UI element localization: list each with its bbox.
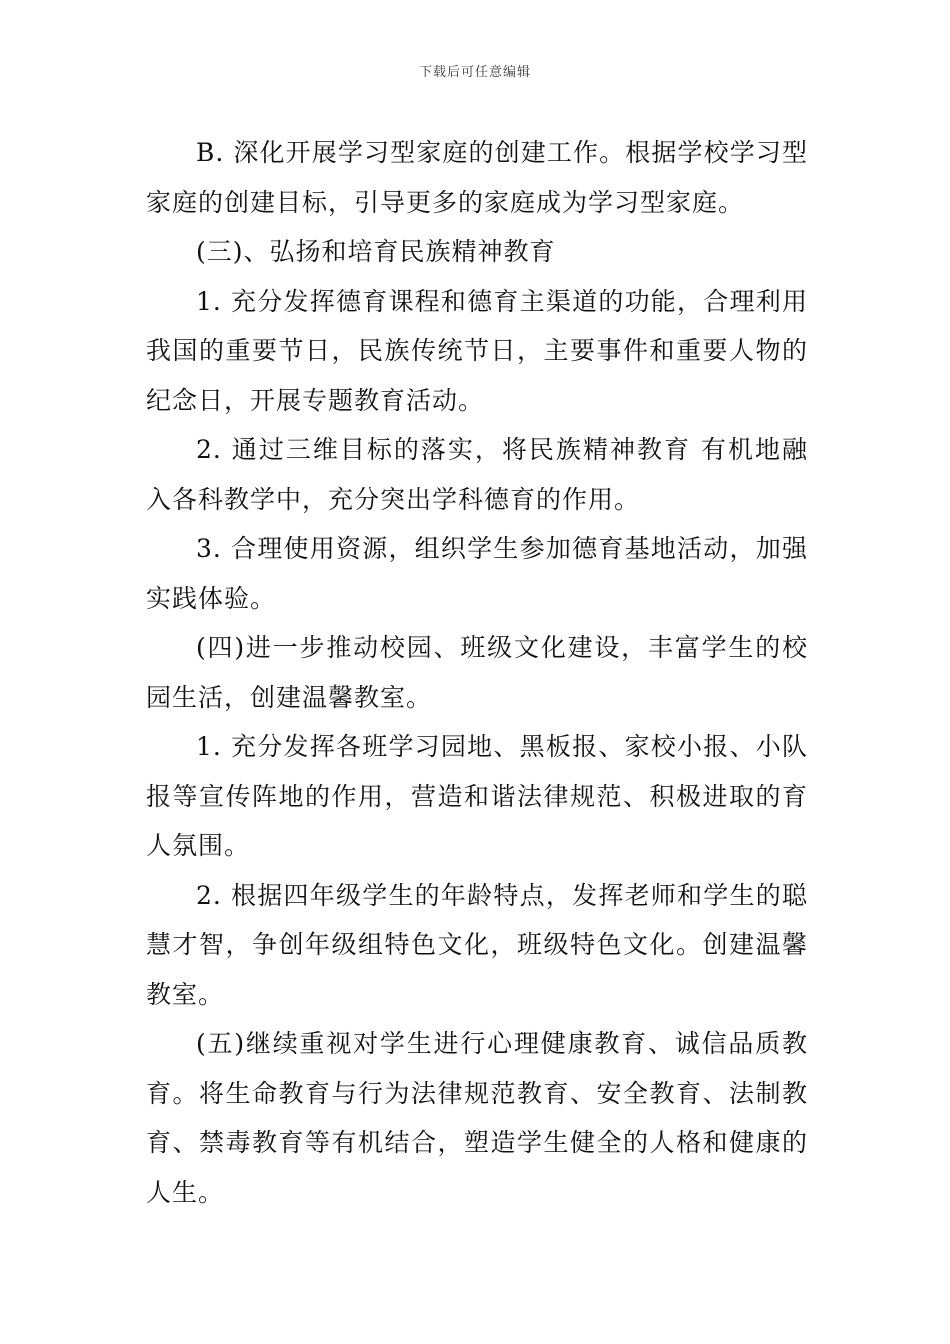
paragraph-grade-culture: 2. 根据四年级学生的年龄特点，发挥老师和学生的聪慧才智，争创年级组特色文化，班级特色文化。创建温馨教室。 xyxy=(146,880,808,1009)
paragraph-three-dimensional-goals: 2. 通过三维目标的落实，将民族精神教育 有机地融入各科教学中，充分突出学科德育的作用。 xyxy=(146,435,808,514)
section-heading-national-spirit: (三)、弘扬和培育民族精神教育 xyxy=(196,237,556,266)
page-header-note: 下载后可任意编辑 xyxy=(418,65,531,80)
paragraph-resources-practice: 3. 合理使用资源，组织学生参加德育基地活动，加强实践体验。 xyxy=(146,534,808,613)
paragraph-moral-curriculum: 1. 充分发挥德育课程和德育主渠道的功能，合理利用我国的重要节日，民族传统节日，主要事件和重要人物的纪念日，开展专题教育活动。 xyxy=(146,286,808,415)
paragraph-publicity-positions: 1. 充分发挥各班学习园地、黑板报、家校小报、小队报等宣传阵地的作用，营造和谐法律规范、积极进取的育人氛围。 xyxy=(146,732,808,860)
section-heading-mental-health: (五)继续重视对学生进行心理健康教育、诚信品质教育。将生命教育与行为法律规范教育、安全教育、法制教育、禁毒教育等有机结合，塑造学生健全的人格和健康的人生。 xyxy=(146,1029,808,1207)
section-heading-campus-culture: (四)进一步推动校园、班级文化建设，丰富学生的校园生活，创建温馨教室。 xyxy=(146,633,808,712)
document-body xyxy=(146,128,808,1217)
paragraph-learning-family: B. 深化开展学习型家庭的创建工作。根据学校学习型家庭的创建目标，引导更多的家庭成为学习型家庭。 xyxy=(146,138,808,217)
